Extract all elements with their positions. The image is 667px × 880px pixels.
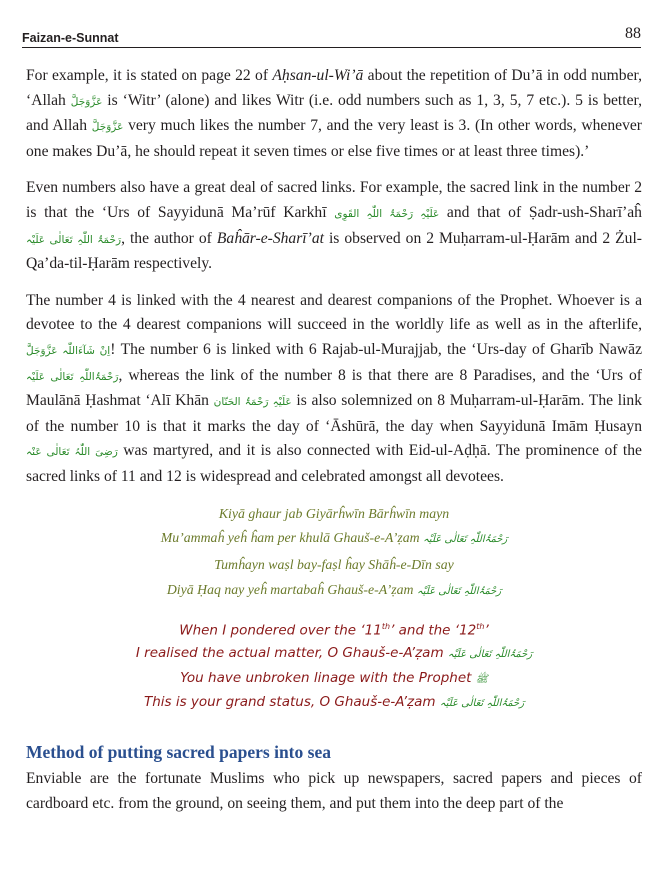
paragraph-odd-numbers xyxy=(26,64,642,164)
poem-line-text: I realised the actual matter, O Ghauš-e-A’ẓam xyxy=(135,645,448,662)
poem-line xyxy=(26,526,642,553)
arabic-honorific: رَحْمَۃُاللّٰہِ تَعَالٰی عَلَیْہ xyxy=(423,534,508,546)
poem-line xyxy=(26,691,642,715)
arabic-honorific: رَحْمَۃُ اللّٰہِ تَعَالٰی عَلَیْہ xyxy=(26,233,122,246)
poem-line xyxy=(26,667,642,691)
poem-line-text: Diyā Ḥaq nay yeĥ martabaĥ Ghauš-e-A’ẓam xyxy=(166,581,417,597)
ordinal-suffix: th xyxy=(476,622,485,632)
poem-line-text: Tumĥayn waṣl bay-faṣl ĥay Shāĥ-e-Dīn say xyxy=(214,556,454,572)
poem-line xyxy=(26,553,642,578)
poem-line xyxy=(26,502,642,527)
paragraph-text: very much likes the number 7, and the very least is 3. (In other words, whenever one makes Du’ā, he should repeat it seven times or else five times or at least three times).’ xyxy=(26,117,642,160)
arabic-honorific: رَحْمَۃُاللّٰہِ تَعَالٰی عَلَیْہ xyxy=(447,649,533,661)
paragraph-number-links xyxy=(26,289,642,490)
poem-line xyxy=(26,616,642,642)
paragraph-text: Even numbers also have a great deal of sacred links. For example, the sacred link in the number 2 is that the ‘Urs of Sayyidunā Ma’rūf Karkhī xyxy=(26,179,642,221)
arabic-honorific: عَزَّوَجَلَّ xyxy=(70,95,103,108)
ordinal-suffix: th xyxy=(381,622,391,632)
paragraph-text: is ‘Witr’ (alone) and likes Witr (i.e. odd numbers such as 1, 3, 5, 7 etc.). 5 is better, and Allah xyxy=(26,91,642,135)
poem-line xyxy=(26,642,642,666)
paragraph-sacred-papers: Enviable are the fortunate Muslims who pick up newspapers, sacred papers and pieces of cardboard etc. from the ground, on seeing them, and put them into the deep part of the xyxy=(26,770,642,813)
poem-line-text: ’ xyxy=(484,622,489,639)
arabic-honorific: ﷺ xyxy=(475,673,488,685)
page-header xyxy=(22,25,641,48)
poem-line xyxy=(26,578,642,605)
page-content xyxy=(26,64,642,829)
section-heading: Method of putting sacred papers into sea xyxy=(26,742,331,763)
arabic-honorific: رَضِیَ اللّٰہُ تَعَالٰی عَنْہ xyxy=(26,446,118,459)
poem-urdu-transliteration xyxy=(26,502,642,605)
book-reference: Baĥār-e-Sharī’at xyxy=(216,229,324,247)
paragraph-text: and that of Ṣadr-ush-Sharī’aĥ xyxy=(439,203,642,221)
paragraph-text: The number 4 is linked with the 4 nearest and dearest companions of the Prophet. Whoever is a devotee to the 4 dearest companions will succeed in the worldly life as well as in the afterlife, xyxy=(26,291,642,334)
page-number: 88 xyxy=(625,25,641,42)
poem-line-text: ’ and the ‘12 xyxy=(390,622,477,639)
poem-line-text: Mu’ammaĥ yeĥ ĥam per khulā Ghauš-e-A’ẓam xyxy=(160,530,424,546)
paragraph-text: ! The number 6 is linked with 6 Rajab-ul-Murajjab, the ‘Urs-day of Gharīb Nawāz xyxy=(110,340,642,358)
paragraph-even-numbers xyxy=(26,176,642,276)
arabic-honorific: رَحْمَۃُاللّٰہِ تَعَالٰی عَلَیْہ xyxy=(439,698,525,710)
paragraph-text: For example, it is stated on page 22 of xyxy=(26,67,273,84)
arabic-honorific: اِنْ شَآءَاللّٰہ عَزَّوَجَلَّ xyxy=(26,344,111,357)
book-reference: Aḥsan-ul-Wi’ā xyxy=(272,67,364,84)
arabic-honorific: رَحْمَۃُاللّٰہِ تَعَالٰی عَلَیْہ xyxy=(416,585,502,597)
arabic-honorific: رَحْمَۃُاللّٰہِ تَعَالٰی عَلَیْہ xyxy=(26,370,119,383)
paragraph-text: is observed on 2 Muḥarram-ul-Ḥarām and 2 Żul-Qa’da-til-Ḥarām respectively. xyxy=(26,229,642,273)
paragraph-text: about the repetition of Du’ā in odd number, ‘Allah xyxy=(26,67,642,109)
paragraph-text: was martyred, and it is also connected with Eid-ul-Aḍḥā. The prominence of the sacred links of 11 and 12 is widespread and celebrated amongst all devotees. xyxy=(26,442,642,485)
poem-line-text: Kiyā ghaur jab Giyārĥwīn Bārĥwīn mayn xyxy=(218,505,450,521)
poem-line-text: You have unbroken linage with the Prophet xyxy=(180,669,476,686)
book-title: Faizan-e-Sunnat xyxy=(22,31,119,45)
poem-line-text: This is your grand status, O Ghauš-e-A’ẓam xyxy=(143,694,440,711)
arabic-honorific: عَلَیْہِ رَحْمَۃُ اللّٰہِ القَوِی xyxy=(334,207,440,220)
paragraph-text: , the author of xyxy=(121,229,217,247)
paragraph-text: is also solemnized on 8 Muḥarram-ul-Ḥarām. The link of the number 10 is that it marks the day of ‘Āshūrā, the day when Sayyidunā Imām Ḥusayn xyxy=(26,392,642,435)
poem-line-text: When I pondered over the ‘11 xyxy=(179,622,382,639)
arabic-honorific: عَلَیْہِ رَحْمَۃُ الحَنّان xyxy=(213,396,292,409)
arabic-honorific: عَزَّوَجَلَّ xyxy=(91,121,124,134)
paragraph-text: , whereas the link of the number 8 is that there are 8 Paradises, and the ‘Urs of Maulānā Ḥashmat ‘Alī Khān xyxy=(26,366,642,410)
poem-english-translation xyxy=(26,616,642,715)
